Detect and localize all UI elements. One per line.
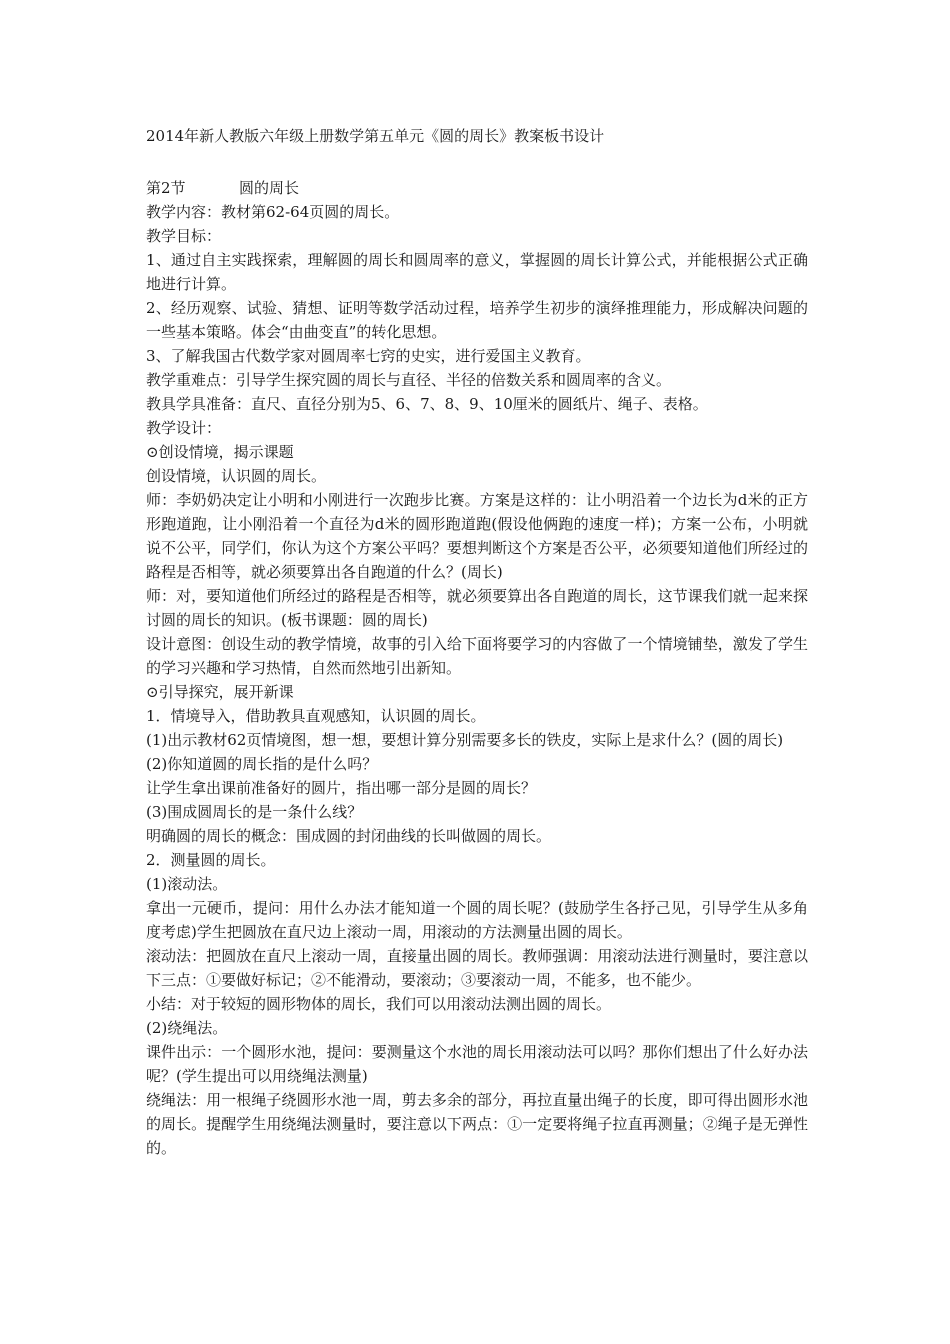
paragraph: 1．情境导入，借助教具直观感知，认识圆的周长。	[146, 707, 486, 725]
paragraph: 2．测量圆的周长。	[146, 851, 276, 869]
paragraph: 教学重难点：引导学生探究圆的周长与直径、半径的倍数关系和圆周率的含义。	[146, 371, 672, 389]
document-title: 2014年新人教版六年级上册数学第五单元《圆的周长》教案板书设计	[146, 127, 605, 145]
paragraph: (1)出示教材62页情境图，想一想，要想计算分别需要多长的铁皮，实际上是求什么？(圆的周长)	[146, 731, 784, 749]
paragraph: (1)滚动法。	[146, 875, 228, 893]
paragraph: 1、通过自主实践探索，理解圆的周长和圆周率的意义，掌握圆的周长计算公式，并能根据公式正确地进行计算。	[146, 251, 808, 293]
paragraph: 3、了解我国古代数学家对圆周率七窍的史实，进行爱国主义教育。	[146, 347, 591, 365]
subsection-heading: ⊙引导探究，展开新课	[146, 683, 294, 701]
paragraph: 滚动法：把圆放在直尺上滚动一周，直接量出圆的周长。教师强调：用滚动法进行测量时，要注意以下三点：①要做好标记；②不能滑动，要滚动；③要滚动一周，不能多，也不能少。	[146, 947, 808, 989]
paragraph: 让学生拿出课前准备好的圆片，指出哪一部分是圆的周长？	[146, 779, 537, 797]
paragraph: 明确圆的周长的概念：围成圆的封闭曲线的长叫做圆的周长。	[146, 827, 552, 845]
document-body	[146, 176, 808, 1160]
paragraph: 创设情境，认识圆的周长。	[146, 467, 327, 485]
subsection-heading: ⊙创设情境，揭示课题	[146, 443, 294, 461]
paragraph: 小结：对于较短的圆形物体的周长，我们可以用滚动法测出圆的周长。	[146, 995, 612, 1013]
paragraph: 师：李奶奶决定让小明和小刚进行一次跑步比赛。方案是这样的：让小明沿着一个边长为d米的正方形跑道跑，让小刚沿着一个直径为d米的圆形跑道跑(假设他俩跑的速度一样)；方案一公布，小明就说不公平，同学们，你认为这个方案公平吗？要想判断这个方案是否公平，必须要知道他们所经过的路程是否相等，就必须要算出各自跑道的什么？(周长)	[146, 491, 808, 581]
paragraph: 教学设计：	[146, 419, 222, 437]
paragraph: (2)你知道圆的周长指的是什么吗？	[146, 755, 378, 773]
paragraph: 课件出示：一个圆形水池，提问：要测量这个水池的周长用滚动法可以吗？那你们想出了什么好办法呢？(学生提出可以用绕绳法测量)	[146, 1043, 808, 1085]
paragraph: 教具学具准备：直尺、直径分别为5、6、7、8、9、10厘米的圆纸片、绳子、表格。	[146, 395, 708, 413]
paragraph: 设计意图：创设生动的教学情境，故事的引入给下面将要学习的内容做了一个情境铺垫，激发了学生的学习兴趣和学习热情，自然而然地引出新知。	[146, 635, 808, 677]
paragraph: (3)围成圆周长的是一条什么线？	[146, 803, 363, 821]
paragraph: 教学内容：教材第62-64页圆的周长。	[146, 203, 400, 221]
paragraph: 拿出一元硬币，提问：用什么办法才能知道一个圆的周长呢？(鼓励学生各抒己见，引导学生从多角度考虑)学生把圆放在直尺边上滚动一周，用滚动的方法测量出圆的周长。	[146, 899, 808, 941]
paragraph: 师：对，要知道他们所经过的路程是否相等，就必须要算出各自跑道的周长，这节课我们就一起来探讨圆的周长的知识。(板书课题：圆的周长)	[146, 587, 808, 629]
section-number: 第2节	[146, 179, 186, 197]
paragraph: 绕绳法：用一根绳子绕圆形水池一周，剪去多余的部分，再拉直量出绳子的长度，即可得出圆形水池的周长。提醒学生用绕绳法测量时，要注意以下两点：①一定要将绳子拉直再测量；②绳子是无弹性的。	[146, 1091, 808, 1157]
paragraph: 教学目标：	[146, 227, 222, 245]
paragraph: 2、经历观察、试验、猜想、证明等数学活动过程，培养学生初步的演绎推理能力，形成解决问题的一些基本策略。体会“由曲变直”的转化思想。	[146, 299, 808, 341]
section-title: 圆的周长	[239, 179, 300, 197]
section-heading	[146, 176, 808, 200]
paragraph: (2)绕绳法。	[146, 1019, 228, 1037]
